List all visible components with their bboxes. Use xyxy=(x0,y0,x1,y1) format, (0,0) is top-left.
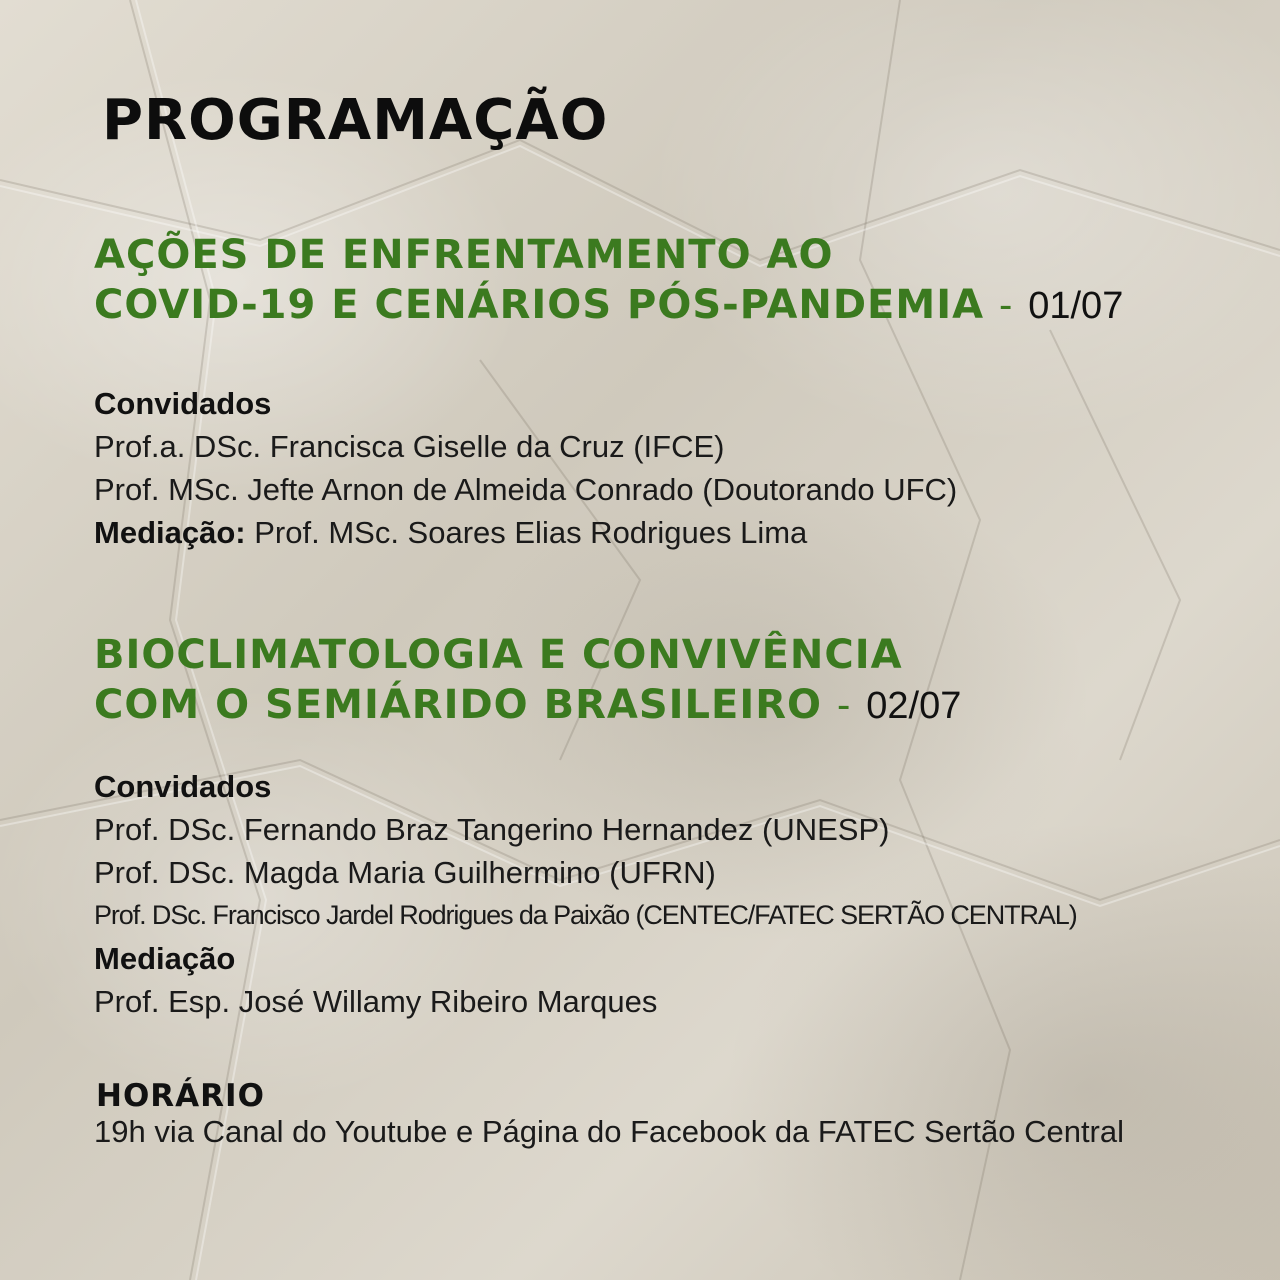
section-1-title-line2 xyxy=(94,280,1123,331)
section-1-dash: - xyxy=(998,283,1014,327)
page-title: PROGRAMAÇÃO xyxy=(102,88,609,153)
section-1-date: 01/07 xyxy=(1028,285,1124,327)
section-1-guest: Prof. MSc. Jefte Arnon de Almeida Conrado (Doutorando UFC) xyxy=(94,472,958,507)
section-1-title xyxy=(94,230,1123,331)
section-1-mediation-label: Mediação: xyxy=(94,515,246,550)
section-1-mediator: Prof. MSc. Soares Elias Rodrigues Lima xyxy=(254,515,808,550)
section-2-details xyxy=(94,765,1077,1023)
section-2-guests-label: Convidados xyxy=(94,769,272,804)
section-2-title-line1: BIOCLIMATOLOGIA E CONVIVÊNCIA xyxy=(94,632,903,678)
schedule-label: HORÁRIO xyxy=(96,1078,265,1114)
section-1-guests-label: Convidados xyxy=(94,386,272,421)
section-2-guest: Prof. DSc. Francisco Jardel Rodrigues da Paixão (CENTEC/FATEC SERTÃO CENTRAL) xyxy=(94,900,1077,930)
section-1-title-line2-text: COVID-19 E CENÁRIOS PÓS-PANDEMIA xyxy=(94,282,985,328)
section-1-guest: Prof.a. DSc. Francisca Giselle da Cruz (IFCE) xyxy=(94,429,725,464)
section-2-guest: Prof. DSc. Fernando Braz Tangerino Hernandez (UNESP) xyxy=(94,812,890,847)
section-2-mediation-label: Mediação xyxy=(94,941,236,976)
section-1-title-line1: AÇÕES DE ENFRENTAMENTO AO xyxy=(94,232,834,278)
section-1-details xyxy=(94,382,957,554)
section-2-date: 02/07 xyxy=(866,685,962,727)
section-2-mediator: Prof. Esp. José Willamy Ribeiro Marques xyxy=(94,984,658,1019)
section-2-title-line2-text: COM O SEMIÁRIDO BRASILEIRO xyxy=(94,682,823,728)
section-2-guest: Prof. DSc. Magda Maria Guilhermino (UFRN) xyxy=(94,855,716,890)
section-1-mediation xyxy=(94,511,957,554)
section-2-title xyxy=(94,630,961,731)
section-2-dash: - xyxy=(837,683,852,727)
schedule-text: 19h via Canal do Youtube e Página do Facebook da FATEC Sertão Central xyxy=(94,1114,1125,1149)
section-2-title-line2 xyxy=(94,680,961,731)
